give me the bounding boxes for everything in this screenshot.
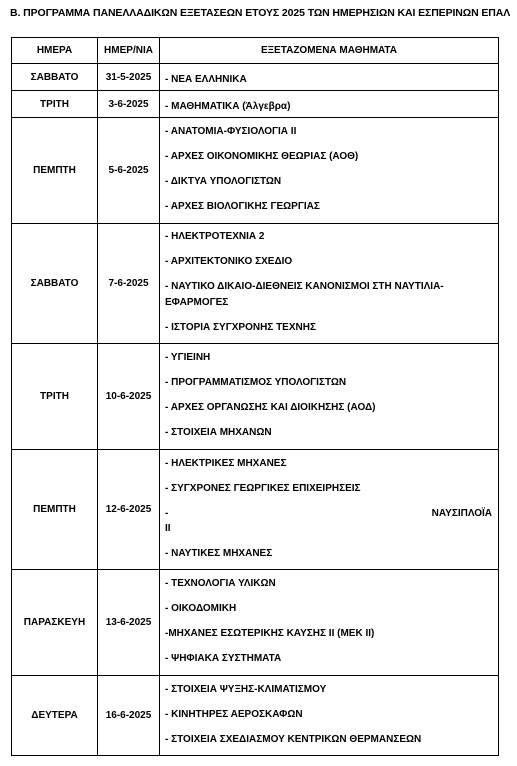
row-day: ΔΕΥΤΕΡΑ [12,676,98,756]
row-day: ΠΕΜΠΤΗ [12,450,98,570]
subject-item: - ΑΝΑΤΟΜΙΑ-ΦΥΣΙΟΛΟΓΙΑ ΙΙ [165,126,297,137]
table-row [12,224,499,344]
subject-item-justified [165,508,492,520]
subject-item: - ΙΣΤΟΡΙΑ ΣΥΓΧΡΟΝΗΣ ΤΕΧΝΗΣ [165,322,316,333]
header-date: ΗΜΕΡ/ΝΙΑ [98,38,160,64]
subject-item-continued: ΙΙ [165,522,171,534]
subject-dash: - [165,507,169,519]
row-subjects [160,450,499,570]
exam-schedule-table [11,37,499,756]
row-subjects [160,224,499,344]
row-subjects [160,91,499,118]
row-date: 12-6-2025 [98,450,160,570]
row-date: 31-5-2025 [98,64,160,91]
row-day: ΤΡΙΤΗ [12,91,98,118]
row-day: ΣΑΒΒΑΤΟ [12,64,98,91]
subject-item: - ΑΡΧΕΣ ΟΡΓΑΝΩΣΗΣ ΚΑΙ ΔΙΟΙΚΗΣΗΣ (ΑΟΔ) [165,402,376,413]
row-subjects [160,64,499,91]
subject-item: - ΚΙΝΗΤΗΡΕΣ ΑΕΡΟΣΚΑΦΩΝ [165,708,303,720]
subject-item: - ΣΤΟΙΧΕΙΑ ΣΧΕΔΙΑΣΜΟΥ ΚΕΝΤΡΙΚΩΝ ΘΕΡΜΑΝΣΕΩΝ [165,733,422,745]
subject-item: - ΗΛΕΚΤΡΟΤΕΧΝΙΑ 2 [165,231,265,242]
row-date: 7-6-2025 [98,224,160,344]
table-header-row [12,38,499,64]
subject-item: - ΥΓΙΕΙΝΗ [165,352,211,363]
subject-item: - ΣΥΓΧΡΟΝΕΣ ΓΕΩΡΓΙΚΕΣ ΕΠΙΧΕΙΡΗΣΕΙΣ [165,482,361,494]
subject-item: - ΗΛΕΚΤΡΙΚΕΣ ΜΗΧΑΝΕΣ [165,457,287,469]
row-subjects [160,570,499,676]
subject-item: - ΝΕΑ ΕΛΛΗΝΙΚΑ [165,74,247,85]
row-date: 5-6-2025 [98,118,160,224]
subject-item: - ΝΑΥΤΙΚΟ ΔΙΚΑΙΟ-ΔΙΕΘΝΕΙΣ ΚΑΝΟΝΙΣΜΟΙ ΣΤΗ ΝΑΥΤΙΛΙΑ- [165,281,444,292]
row-date: 3-6-2025 [98,91,160,118]
subject-item: - ΨΗΦΙΑΚΑ ΣΥΣΤΗΜΑΤΑ [165,653,282,664]
row-subjects [160,344,499,450]
table-row [12,91,499,118]
row-day: ΤΡΙΤΗ [12,344,98,450]
subject-item: - ΔΙΚΤΥΑ ΥΠΟΛΟΓΙΣΤΩΝ [165,176,282,187]
subject-name: ΝΑΥΣΙΠΛΟΪΑ [431,507,492,519]
subject-item: - ΣΤΟΙΧΕΙΑ ΜΗΧΑΝΩΝ [165,427,272,438]
subject-item: - ΑΡΧΕΣ ΟΙΚΟΝΟΜΙΚΗΣ ΘΕΩΡΙΑΣ (ΑΟΘ) [165,151,359,162]
row-subjects [160,676,499,756]
subject-item: -ΜΗΧΑΝΕΣ ΕΣΩΤΕΡΙΚΗΣ ΚΑΥΣΗΣ ΙΙ (ΜΕΚ ΙΙ) [165,628,375,639]
document-title: Β. ΠΡΟΓΡΑΜΜΑ ΠΑΝΕΛΛΑΔΙΚΩΝ ΕΞΕΤΑΣΕΩΝ ΕΤΟΥΣ 2025 ΤΩΝ ΗΜΕΡΗΣΙΩΝ ΚΑΙ ΕΣΠΕΡΙΝΩΝ ΕΠΑΛ [10,7,511,19]
subject-item: - ΣΤΟΙΧΕΙΑ ΨΥΞΗΣ-ΚΛΙΜΑΤΙΣΜΟΥ [165,683,327,695]
table-row [12,450,499,570]
table-row [12,64,499,91]
row-day: ΣΑΒΒΑΤΟ [12,224,98,344]
table-row [12,570,499,676]
table-row [12,118,499,224]
subject-item-continued: ΕΦΑΡΜΟΓΕΣ [165,297,229,308]
subject-item: - ΝΑΥΤΙΚΕΣ ΜΗΧΑΝΕΣ [165,547,273,559]
row-date: 13-6-2025 [98,570,160,676]
header-day: ΗΜΕΡΑ [12,38,98,64]
header-subjects: ΕΞΕΤΑΖΟΜΕΝΑ ΜΑΘΗΜΑΤΑ [160,38,499,64]
subject-item: - ΑΡΧΕΣ ΒΙΟΛΟΓΙΚΗΣ ΓΕΩΡΓΙΑΣ [165,201,320,212]
subject-item: - ΤΕΧΝΟΛΟΓΙΑ ΥΛΙΚΩΝ [165,578,276,589]
subject-item: - ΠΡΟΓΡΑΜΜΑΤΙΣΜΟΣ ΥΠΟΛΟΓΙΣΤΩΝ [165,377,347,388]
subject-item: - ΜΑΘΗΜΑΤΙΚΑ (Άλγεβρα) [165,101,291,112]
subject-item: - ΑΡΧΙΤΕΚΤΟΝΙΚΟ ΣΧΕΔΙΟ [165,256,293,267]
table-row [12,676,499,756]
row-subjects [160,118,499,224]
table-row [12,344,499,450]
subject-item: - ΟΙΚΟΔΟΜΙΚΗ [165,603,237,614]
row-day: ΠΑΡΑΣΚΕΥΗ [12,570,98,676]
row-day: ΠΕΜΠΤΗ [12,118,98,224]
row-date: 16-6-2025 [98,676,160,756]
row-date: 10-6-2025 [98,344,160,450]
